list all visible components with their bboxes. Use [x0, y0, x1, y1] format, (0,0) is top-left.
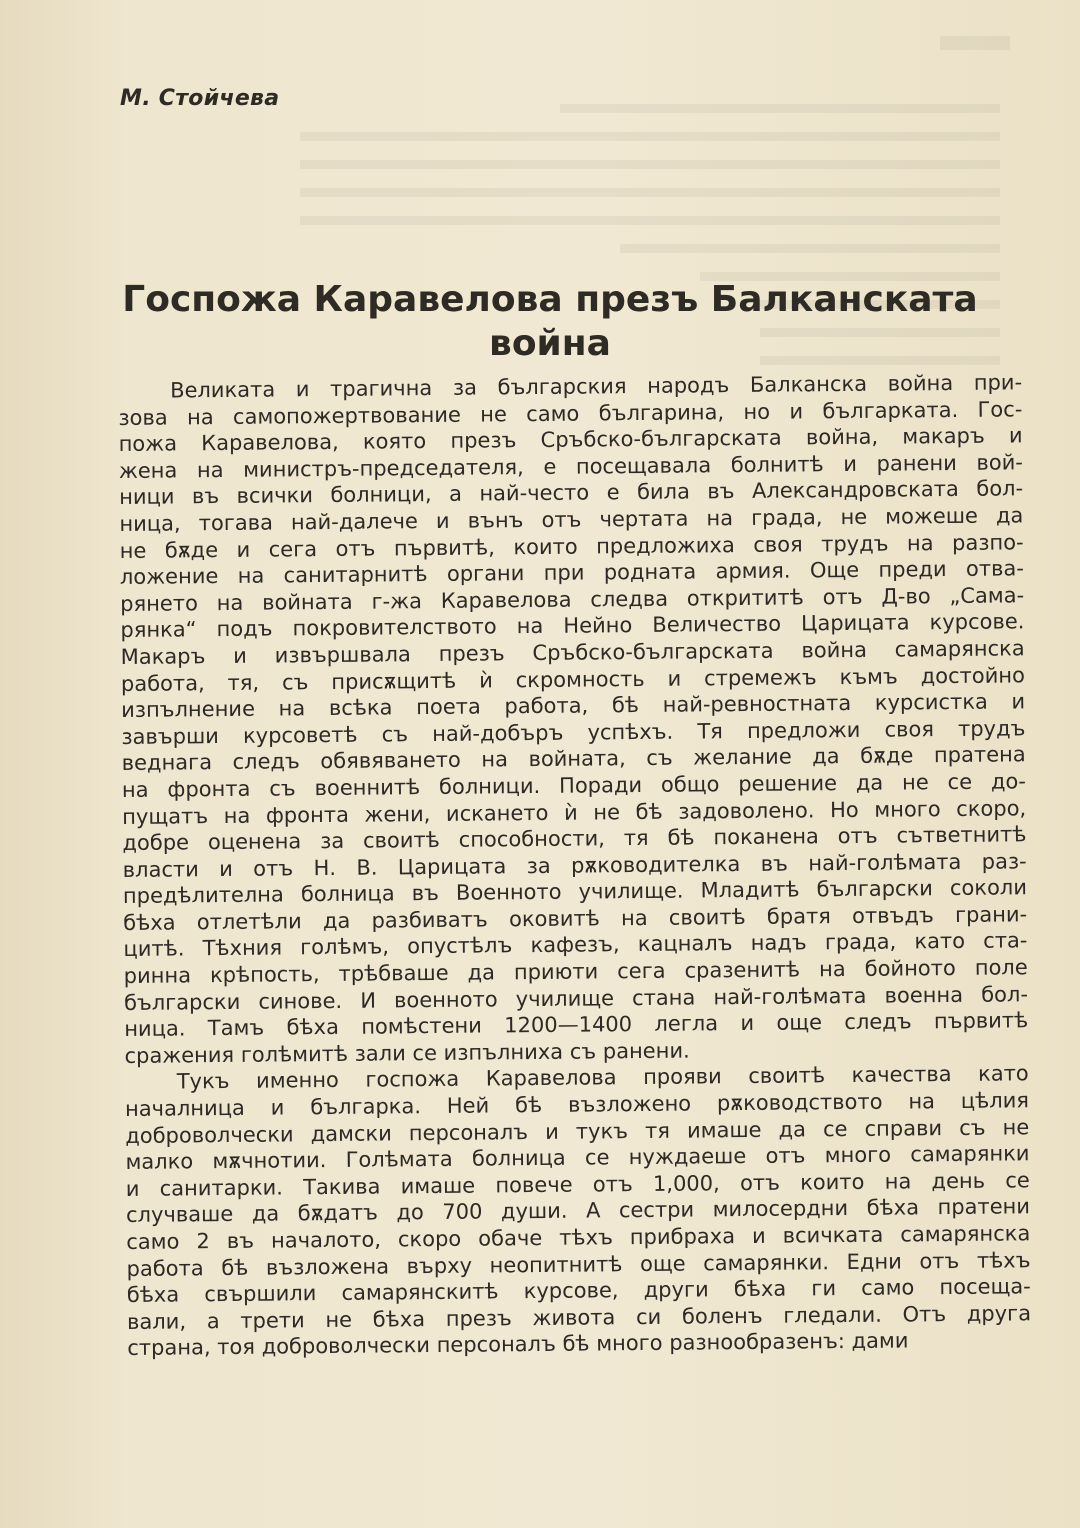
- text-line: ници въ всички болници, а най-често е била въ Александровската бол-: [119, 476, 1024, 510]
- text-line: Макаръ и извършвала презъ Сръбско-българската война самарянска: [120, 636, 1025, 669]
- text-line: зова на самопожертвование не само българина, но и българката. Гос-: [118, 396, 1023, 430]
- text-line: само 2 въ началото, скоро обаче тѣхъ прибраха и всичката самарянска: [126, 1221, 1031, 1254]
- text-line: вали, а трети не бѣха презъ живота си боленъ гледали. Отъ друга: [126, 1301, 1032, 1334]
- text-line: страна, тоя доброволчески персоналъ бѣ много разнообразенъ: дами: [127, 1328, 909, 1361]
- text-line: сражения голѣмитѣ зали се изпълниха съ ранени.: [124, 1038, 690, 1068]
- text-line: случваше да бѫдатъ до 700 души. А сестри милосердни бѣха пратени: [125, 1194, 1031, 1228]
- text-line: малко мѫчнотии. Голѣмата болница се нуждаеше отъ много самарянки: [125, 1141, 1030, 1175]
- text-line: доброволчески дамски персоналъ и тукъ тя имаше да се справи съ не: [125, 1114, 1030, 1148]
- text-line: пущатъ на фронта жени, искането ѝ не бѣ задоволено. Но много скоро,: [122, 795, 1027, 829]
- text-line: ринна крѣпость, трѣбваше да приюти сега сразенитѣ на бойното поле: [123, 955, 1028, 989]
- text-line: Тукъ именно госпожа Каравелова прояви своитѣ качества като: [176, 1061, 1029, 1094]
- text-line: предѣлителна болница въ Военното училище. Младитѣ български соколи: [122, 875, 1028, 909]
- text-line: и санитарки. Такива имаше повече отъ 1,000, отъ които на день се: [125, 1168, 1030, 1201]
- text-line: бѣха отлетѣли да разбиватъ оковитѣ на своитѣ братя отвъдъ грани-: [123, 902, 1028, 935]
- text-line: на фронта съ военнитѣ болници. Поради общо решение да не се до-: [121, 769, 1027, 802]
- text-line: жена на министръ-председателя, е посещавала болнитѣ и ранени вой-: [118, 450, 1023, 483]
- title-line: война: [489, 323, 611, 364]
- text-line: ложение на санитарнитѣ органи при родната армия. Още преди отва-: [119, 556, 1024, 590]
- article-title: [100, 278, 1000, 366]
- text-line: работа бѣ възложена върху неопитнитѣ още самарянки. Едни отъ тѣхъ: [126, 1247, 1031, 1281]
- text-line: Великата и трагична за българския народъ Балканска война при-: [170, 370, 1023, 403]
- text-line: български синове. И военното училище стана най-голѣмата военна бол-: [123, 981, 1029, 1015]
- article-body: [118, 369, 1031, 1362]
- text-line: бѣха свършили самарянскитѣ курсове, други бѣха ги само посеща-: [126, 1274, 1031, 1308]
- text-line: работа, тя, съ присѫщитѣ ѝ скромность и стремежъ къмъ достойно: [120, 662, 1026, 696]
- text-line: завърши курсоветѣ съ най-добъръ успѣхъ. Тя предложи своя трудъ: [121, 716, 1026, 749]
- text-line: изпълнение на всѣка поета работа, бѣ най-ревностната курсистка и: [121, 689, 1026, 723]
- text-line: цитѣ. Тѣхния голѣмъ, опустѣлъ кафезъ, кацналъ надъ града, като ста-: [123, 928, 1028, 962]
- author-name: М. Стойчева: [120, 86, 280, 111]
- text-line: началница и българка. Ней бѣ възложено рѫководството на цѣлия: [124, 1088, 1030, 1121]
- text-line: рянето на войната г-жа Каравелова следва открититѣ отъ Д-во „Сама-: [120, 583, 1025, 616]
- title-line: Госпожа Каравелова презъ Балканската: [122, 279, 978, 320]
- text-line: власти и отъ Н. В. Царицата за рѫководителка въ най-голѣмата раз-: [122, 848, 1027, 882]
- text-line: ница, тогава най-далече и вънъ отъ чертата на града, не можеше да: [119, 503, 1024, 536]
- text-line: ница. Тамъ бѣха помѣстени 1200—1400 легла и още следъ първитѣ: [124, 1008, 1029, 1042]
- text-line: не бѫде и сега отъ първитѣ, които предложиха своя трудъ на разпо-: [119, 529, 1024, 563]
- text-line: добре оценена за своитѣ способности, тя бѣ поканена отъ сътветнитѣ: [122, 822, 1027, 856]
- text-line: рянка“ подъ покровителството на Нейно Величество Царицата курсове.: [120, 609, 1025, 643]
- text-line: пожа Каравелова, която презъ Сръбско-българската война, макаръ и: [118, 423, 1023, 457]
- text-line: веднага следъ обявяването на войната, съ желание да бѫде пратена: [121, 742, 1026, 776]
